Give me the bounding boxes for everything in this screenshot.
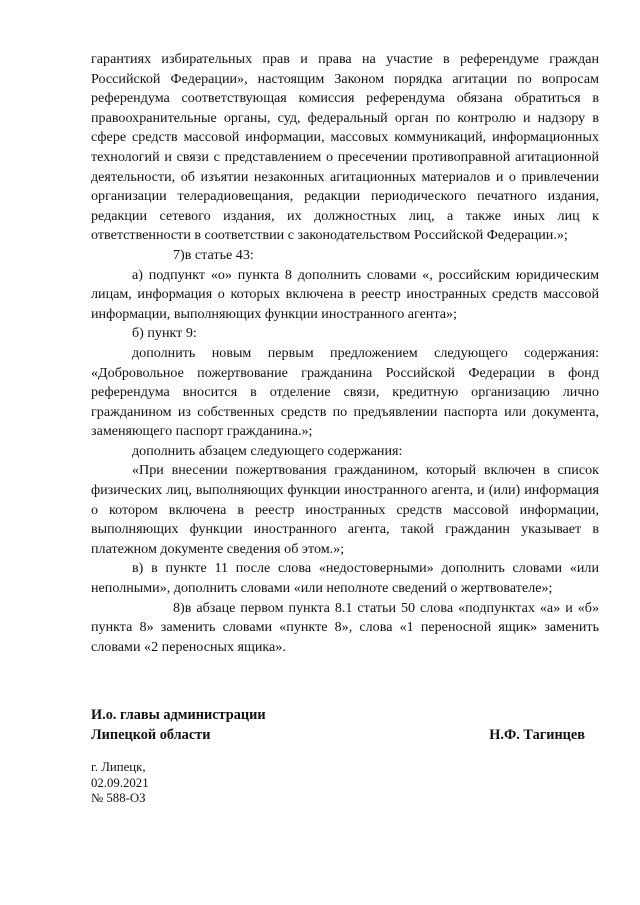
document-footer bbox=[91, 760, 149, 807]
document-body bbox=[91, 50, 599, 657]
paragraph: в) в пункте 11 после слова «недостоверными» дополнить словами «или неполными», дополнить словами «или неполноте сведений о жертвователе»; bbox=[91, 560, 599, 597]
paragraph: гарантиях избирательных прав и права на участие в референдуме граждан Российской Федерации», настоящим Законом порядка агитации по вопросам референдума соответствующая комиссия референдума обязана обратиться в правоохранительные органы, суд, федеральный орган по контролю и надзору в сфере средств массовой информации, массовых коммуникаций, информационных технологий и связи с представлением о пресечении противоправной агитационной деятельности, об изъятии незаконных агитационных материалов и о привлечении организации телерадиовещания, редакции периодического печатного издания, редакции сетевого издания, их должностных лиц, а также иных лиц к ответственности в соответствии с законодательством Российской Федерации.»; bbox=[91, 51, 599, 244]
signature-block bbox=[91, 705, 599, 745]
footer-date: 02.09.2021 bbox=[91, 775, 149, 790]
paragraph-text: в статье 43: bbox=[184, 246, 254, 263]
numbered-paragraph bbox=[91, 246, 599, 266]
law-text bbox=[91, 50, 599, 657]
signature-line bbox=[91, 725, 599, 745]
footer-number: № 588-ОЗ bbox=[91, 791, 146, 806]
footer-city: г. Липецк, bbox=[91, 760, 146, 774]
item-number: 8) bbox=[173, 599, 185, 616]
signatory-position-line2: Липецкой области bbox=[91, 727, 211, 743]
numbered-paragraph bbox=[91, 599, 599, 658]
paragraph-text: в абзаце первом пункта 8.1 статьи 50 слова «подпунктах «а» и «б» пункта 8» заменить словами «пункте 8», слова «1 переносной ящик» заменить словами «2 переносных ящика». bbox=[91, 599, 599, 655]
paragraph: а) подпункт «о» пункта 8 дополнить словами «, российским юридическим лицам, информация о которых включена в реестр иностранных средств массовой информации, выполняющих функции иностранного агента»; bbox=[91, 266, 599, 322]
signatory-position-line1: И.о. главы администрации bbox=[91, 707, 266, 723]
paragraph: б) пункт 9: bbox=[132, 325, 197, 342]
item-number: 7) bbox=[173, 246, 185, 263]
paragraph: дополнить абзацем следующего содержания: bbox=[132, 442, 403, 459]
paragraph: «При внесении пожертвования гражданином, который включен в список физических лиц, выполняющих функции иностранного агента, и (или) информация о котором включена в реестр иностранных средств массовой информации, выполняющих функции иностранного агента, такой гражданин указывает в платежном документе сведения об этом.»; bbox=[91, 462, 599, 557]
signatory-name: Н.Ф. Тагинцев bbox=[489, 727, 585, 743]
paragraph: дополнить новым первым предложением следующего содержания: «Добровольное пожертвование гражданина Российской Федерации в фонд референдума вносится в отделение связи, кредитную организацию лично гражданином из собственных средств по предъявлении паспорта или документа, заменяющего паспорт гражданина.»; bbox=[91, 344, 599, 440]
